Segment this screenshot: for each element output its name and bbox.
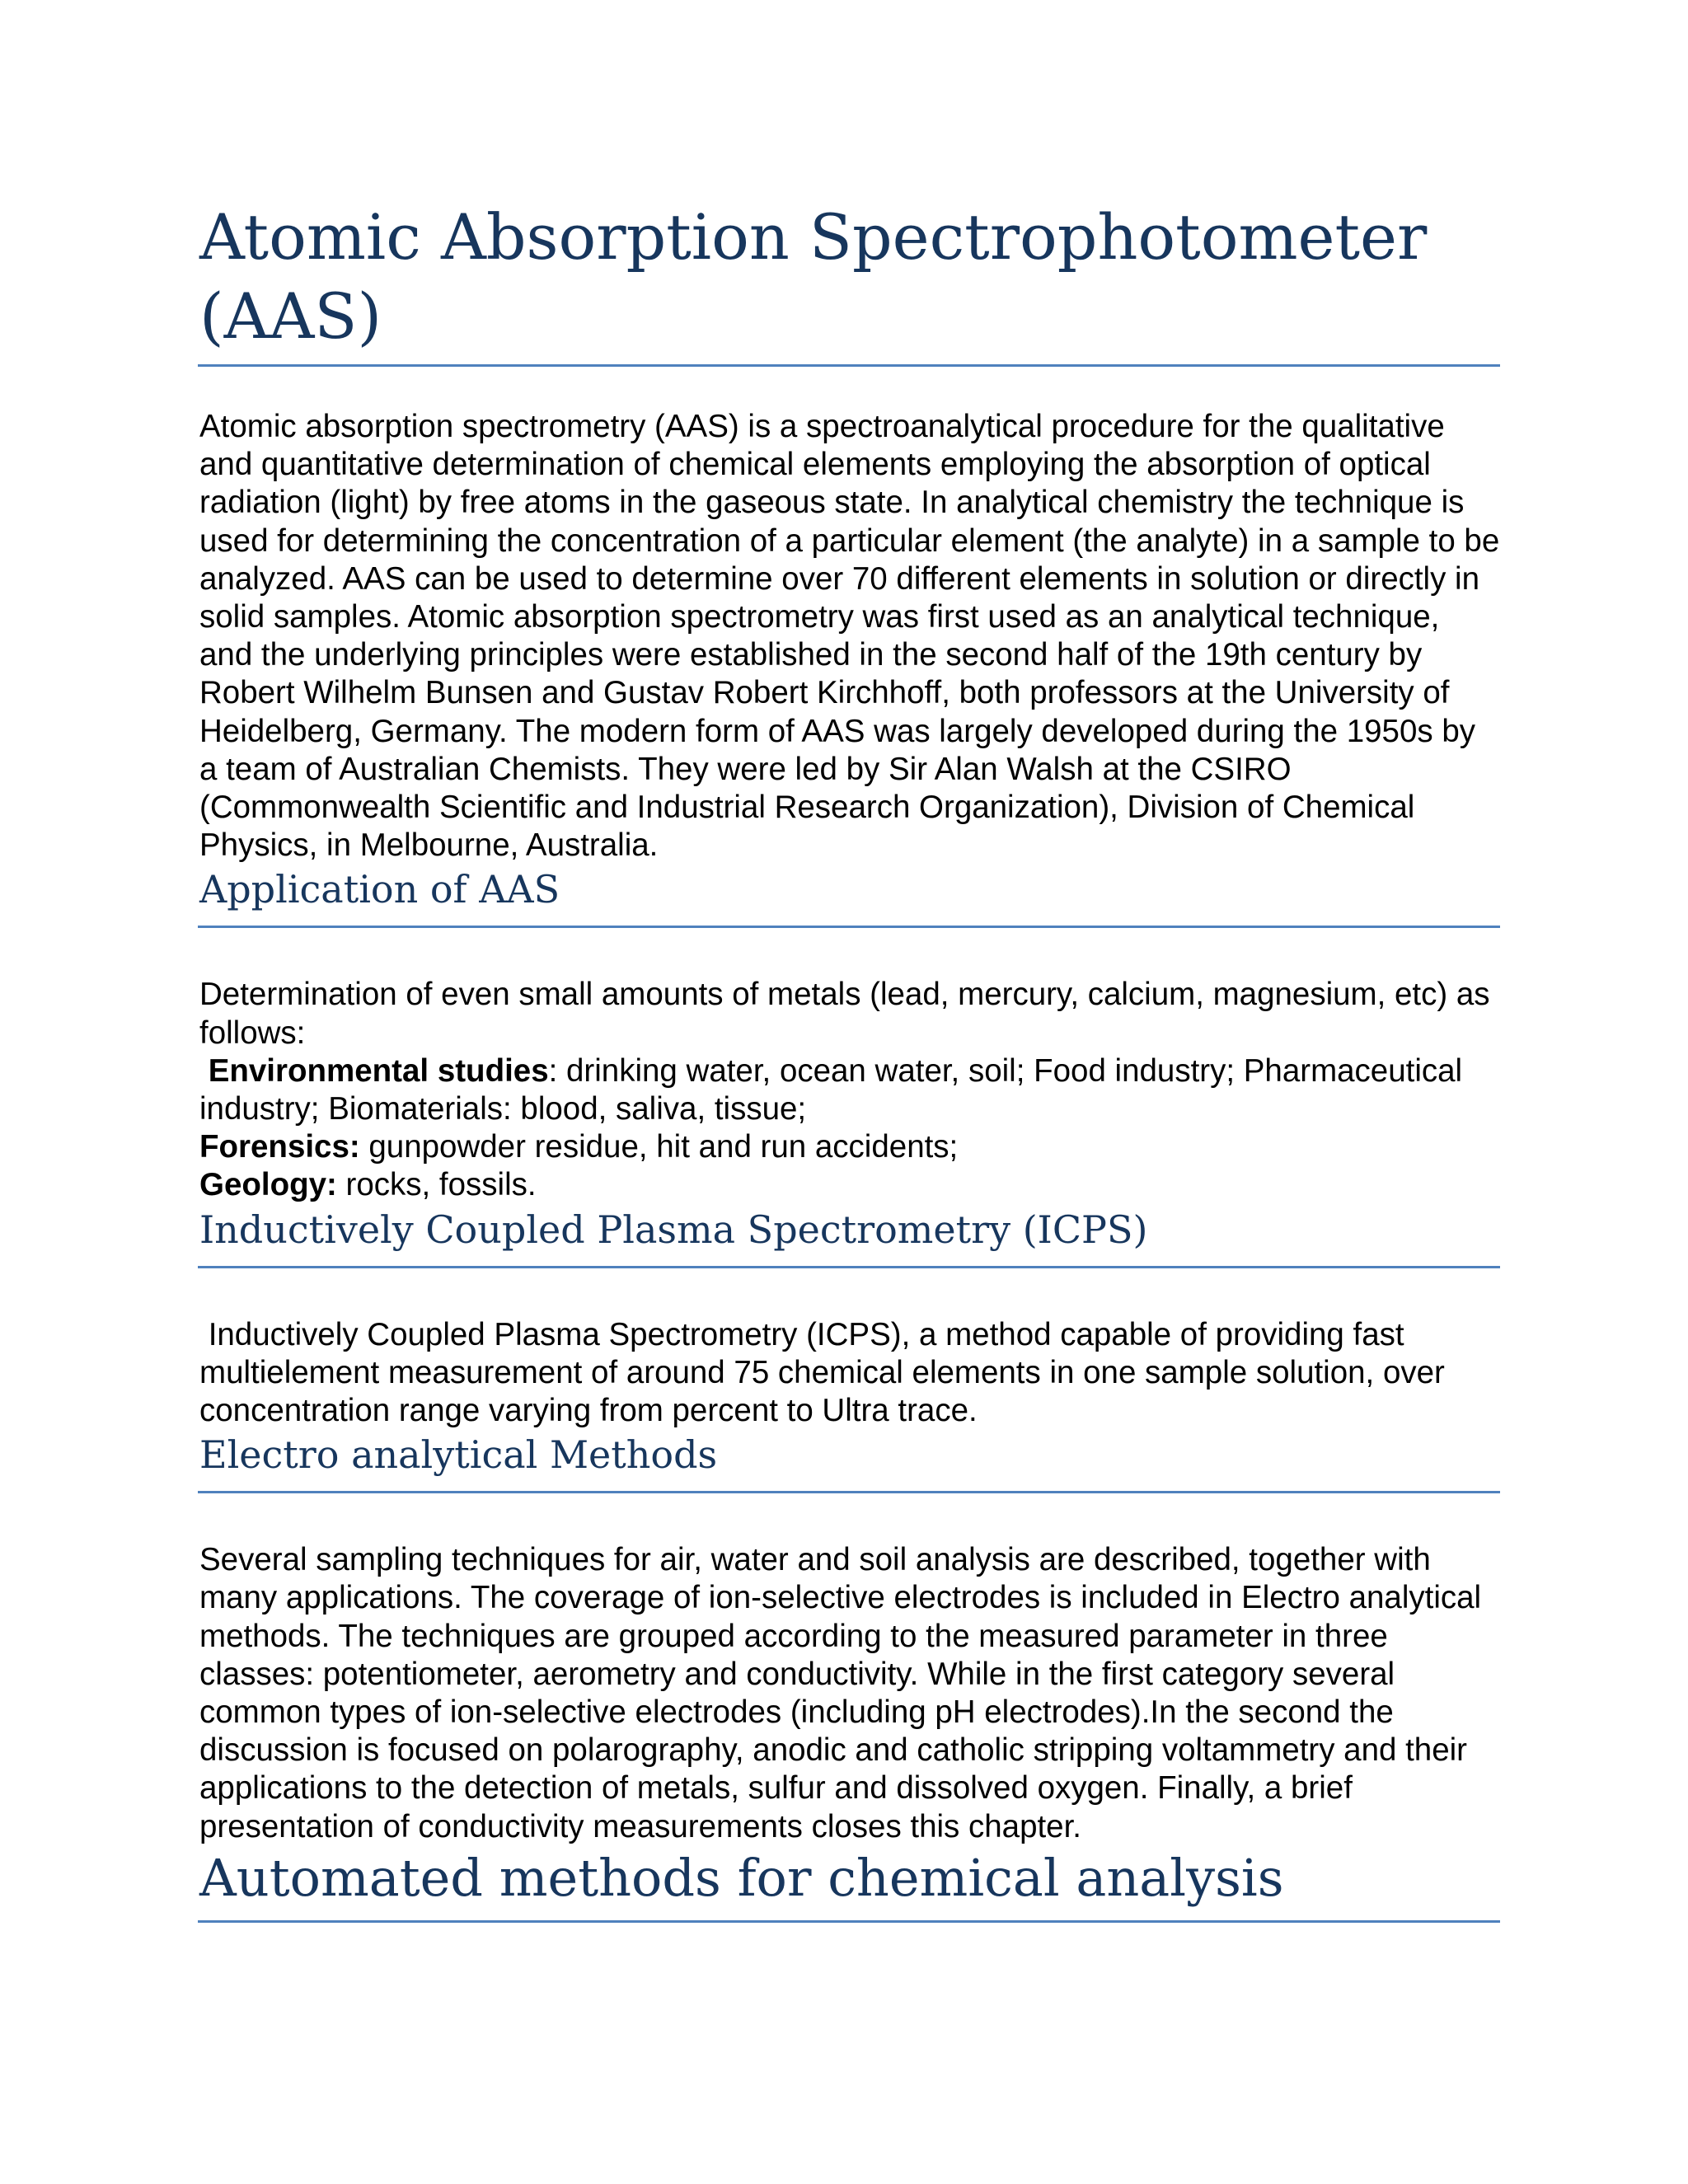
heading-electro: Electro analytical Methods: [198, 1432, 1500, 1493]
environmental-text: : drinking water, ocean water, soil; Food industry; Pharmaceutical industry; Biomaterials: blood, saliva, tissue;: [199, 1052, 1463, 1127]
application-forensics: [198, 1128, 1500, 1166]
icps-paragraph: [198, 1316, 1500, 1431]
document-title: Atomic Absorption Spectrophotometer (AAS): [198, 198, 1500, 367]
application-environmental: [198, 1052, 1500, 1128]
heading-application: Application of AAS: [198, 866, 1500, 928]
geology-label: Geology:: [199, 1167, 337, 1203]
geology-text: rocks, fossils.: [336, 1167, 537, 1203]
environmental-label: Environmental studies: [208, 1052, 549, 1089]
heading-automated: Automated methods for chemical analysis: [198, 1848, 1500, 1923]
application-lead: Determination of even small amounts of metals (lead, mercury, calcium, magnesium, etc) as follows:: [199, 977, 1490, 1051]
heading-icps: Inductively Coupled Plasma Spectrometry (ICPS): [198, 1207, 1500, 1268]
forensics-text: gunpowder residue, hit and run accidents;: [359, 1129, 959, 1165]
electro-paragraph: Several sampling techniques for air, water and soil analysis are described, together with many applications. The coverage of ion-selective electrodes is included in Electro analytical methods. The techniques are grouped according to the measured parameter in three classes: potentiometer, aerometry and conductivity. While in the first category several common types of ion-selective electrodes (including pH electrodes).In the second the discussion is focused on polarography, anodic and catholic stripping voltammetry and their applications to the detection of metals, sulfur and dissolved oxygen. Finally, a brief presentation of conductivity measurements closes this chapter.: [199, 1542, 1482, 1844]
intro-paragraph: Atomic absorption spectrometry (AAS) is a spectroanalytical procedure for the qualitative and quantitative determination of chemical elements employing the absorption of optical radiation (light) by free atoms in the gaseous state. In analytical chemistry the technique is used for determining the concentration of a particular element (the analyte) in a sample to be analyzed. AAS can be used to determine over 70 different elements in solution or directly in solid samples. Atomic absorption spectrometry was first used as an analytical technique, and the underlying principles were established in the second half of the 19th century by Robert Wilhelm Bunsen and Gustav Robert Kirchhoff, both professors at the University of Heidelberg, Germany. The modern form of AAS was largely developed during the 1950s by a team of Australian Chemists. They were led by Sir Alan Walsh at the CSIRO (Commonwealth Scientific and Industrial Research Organization), Division of Chemical Physics, in Melbourne, Australia.: [199, 409, 1500, 864]
document-content: [198, 198, 1500, 1923]
application-geology: [198, 1166, 1500, 1204]
forensics-label: Forensics:: [199, 1129, 360, 1165]
icps-text: Inductively Coupled Plasma Spectrometry (ICPS), a method capable of providing fast multielement measurement of around 75 chemical elements in one sample solution, over concentration range varying from percent to Ultra trace.: [199, 1316, 1445, 1429]
